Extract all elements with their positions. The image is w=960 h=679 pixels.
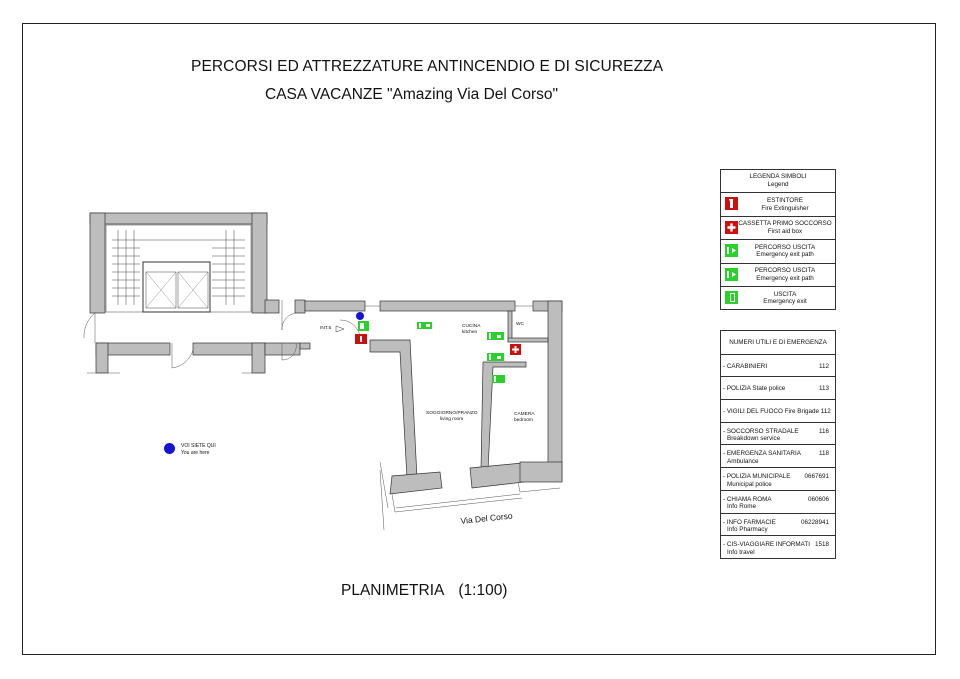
exit-path-icon <box>725 244 738 257</box>
number-row <box>721 422 835 445</box>
number-sub: Ambulance <box>727 457 759 465</box>
phone-number: 116 <box>818 427 829 435</box>
phone-number: 113 <box>818 385 829 393</box>
number-name: - EMERGENZA SANITARIA <box>723 450 801 458</box>
number-row <box>721 354 835 377</box>
legend-label-en: Fire Extinguisher <box>761 204 809 212</box>
legend-item <box>721 216 835 239</box>
numbers-header <box>721 331 835 354</box>
legend-label-en: First aid box <box>767 227 803 235</box>
bedroom-label-en: bedroom <box>514 418 533 423</box>
page-subtitle: CASA VACANZE "Amazing Via Del Corso" <box>265 86 558 103</box>
number-name: - POLIZIA MUNICIPALE <box>723 473 791 481</box>
number-sub: Breakdown service <box>727 435 781 443</box>
legend-label: CASSETTA PRIMO SOCCORSO <box>738 220 832 228</box>
phone-number: 112 <box>818 362 829 370</box>
number-sub: Info Rome <box>727 503 757 511</box>
kitchen-label: CUCINA <box>462 324 481 329</box>
legend-label: USCITA <box>773 290 797 298</box>
fire-extinguisher-icon <box>725 197 738 210</box>
symbol-legend <box>720 169 836 310</box>
phone-number: 0667691 <box>804 473 829 481</box>
street-label: Via Del Corso <box>460 510 514 526</box>
number-name: - CARABINIERI <box>723 362 768 370</box>
number-name: - CHIAMA ROMA <box>723 495 772 503</box>
stairwell <box>106 225 251 312</box>
legend-title: LEGENDA SIMBOLI <box>749 173 807 181</box>
exit-path-icon <box>725 268 738 281</box>
number-row <box>721 399 835 422</box>
emergency-numbers <box>720 330 836 559</box>
plan-caption <box>341 582 507 600</box>
you-are-here-marker <box>356 312 364 320</box>
you-are-here-note <box>181 443 216 456</box>
phone-number: 060606 <box>807 495 829 503</box>
number-row <box>721 513 835 536</box>
first-aid-icon <box>725 221 738 234</box>
phone-number: 118 <box>818 450 829 458</box>
phone-number: 06228941 <box>800 518 829 526</box>
number-row <box>721 444 835 467</box>
legend-item <box>721 239 835 262</box>
legend-item <box>721 192 835 215</box>
number-sub: Info travel <box>727 548 755 556</box>
number-row <box>721 490 835 513</box>
legend-label: ESTINTORE <box>767 197 803 205</box>
legend-item <box>721 286 835 309</box>
legend-header <box>721 170 835 192</box>
numbers-title: NUMERI UTILI E DI EMERGENZA <box>729 338 827 346</box>
you-are-here-it: VOI SIETE QUI <box>181 443 216 449</box>
page-title: PERCORSI ED ATTREZZATURE ANTINCENDIO E DI SICUREZZA <box>191 58 664 75</box>
number-name: - POLIZIA State police <box>723 385 786 393</box>
plan-caption-text: PLANIMETRIA <box>341 582 445 599</box>
phone-number: 1518 <box>814 541 829 549</box>
legend-title-en: Legend <box>767 181 789 189</box>
bedroom-label: CAMERA <box>514 412 535 417</box>
number-row <box>721 535 835 558</box>
number-name: - VIGILI DEL FUOCO Fire Brigade 112 <box>723 408 831 416</box>
legend-item <box>721 263 835 286</box>
you-are-here-dot <box>164 443 175 454</box>
living-label-en: living room <box>440 417 464 422</box>
legend-label: PERCORSO USCITA <box>754 243 816 251</box>
number-name: - SOCCORSO STRADALE <box>723 427 799 435</box>
kitchen-label-en: kitchen <box>462 330 478 335</box>
number-name: - INFO FARMACIE <box>723 518 776 526</box>
legend-label-en: Emergency exit <box>763 298 807 306</box>
you-are-here-en: You are here <box>181 449 210 456</box>
number-row <box>721 376 835 399</box>
legend-label-en: Emergency exit path <box>756 251 814 259</box>
plan-scale: (1:100) <box>458 582 508 599</box>
number-sub: Info Pharmacy <box>727 526 768 533</box>
legend-label: PERCORSO USCITA <box>754 267 816 275</box>
number-name: - CIS-VIAGGIARE INFORMATI <box>723 541 810 549</box>
legend-label-en: Emergency exit path <box>756 274 814 282</box>
unit-label: INT.5 <box>320 326 332 331</box>
number-row <box>721 467 835 490</box>
number-sub: Municipal police <box>727 480 772 488</box>
wc-label: WC <box>516 322 524 327</box>
exit-door-icon <box>725 291 738 304</box>
living-label: SOGGIORNO/PRANZO <box>426 411 478 416</box>
